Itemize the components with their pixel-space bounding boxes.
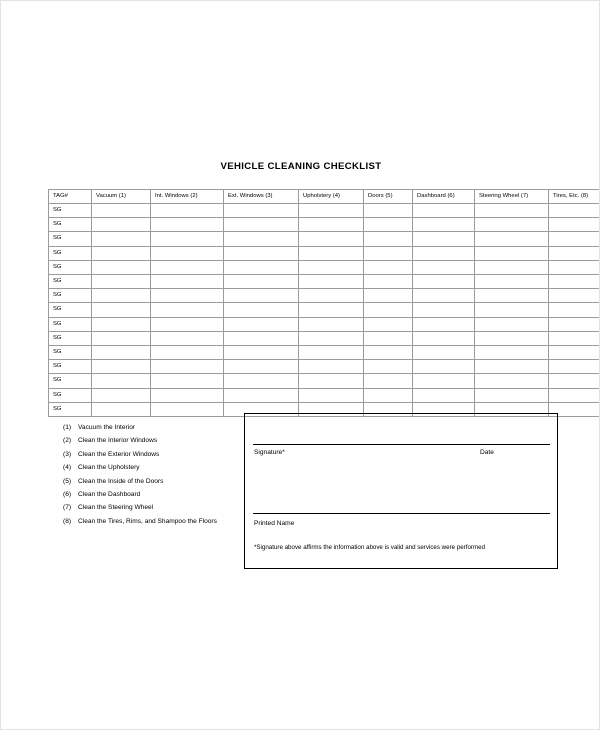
cell-steering-wheel[interactable]: [475, 388, 549, 402]
cell-vacuum[interactable]: [92, 402, 151, 416]
cell-steering-wheel[interactable]: [475, 303, 549, 317]
cell-tires[interactable]: [549, 204, 600, 218]
cell-vacuum[interactable]: [92, 246, 151, 260]
legend-item-label: Clean the Tires, Rims, and Shampoo the Floors: [78, 517, 217, 525]
cell-ext-windows[interactable]: [224, 204, 299, 218]
cell-dashboard[interactable]: [413, 346, 475, 360]
cell-doors[interactable]: [364, 289, 413, 303]
column-header-ext-windows: Ext. Windows (3): [224, 190, 299, 204]
column-header-tires: Tires, Etc. (8): [549, 190, 600, 204]
cell-tires[interactable]: [549, 360, 600, 374]
column-header-dashboard: Dashboard (6): [413, 190, 475, 204]
cell-doors[interactable]: [364, 260, 413, 274]
cell-upholstery[interactable]: [299, 275, 364, 289]
cell-ext-windows[interactable]: [224, 246, 299, 260]
cell-steering-wheel[interactable]: [475, 232, 549, 246]
cell-vacuum[interactable]: [92, 275, 151, 289]
cell-dashboard[interactable]: [413, 218, 475, 232]
legend-item: [63, 501, 243, 514]
cell-vacuum[interactable]: [92, 331, 151, 345]
table-row: [49, 204, 600, 218]
cell-steering-wheel[interactable]: [475, 204, 549, 218]
table-header: [49, 190, 600, 204]
cell-int-windows[interactable]: [151, 388, 224, 402]
legend-item-label: Clean the Exterior Windows: [78, 450, 160, 458]
legend-item: [63, 488, 243, 501]
table-row: [49, 303, 600, 317]
cell-doors[interactable]: [364, 346, 413, 360]
cell-vacuum[interactable]: [92, 260, 151, 274]
column-header-vacuum: Vacuum (1): [92, 190, 151, 204]
legend-item: [63, 461, 243, 474]
table-row: [49, 260, 600, 274]
cell-tag: SG: [49, 360, 92, 374]
cell-int-windows[interactable]: [151, 204, 224, 218]
date-label: Date: [480, 449, 494, 456]
cell-tires[interactable]: [549, 232, 600, 246]
cell-dashboard[interactable]: [413, 360, 475, 374]
legend-item-label: Clean the Interior Windows: [78, 437, 158, 445]
cell-upholstery[interactable]: [299, 331, 364, 345]
cell-upholstery[interactable]: [299, 303, 364, 317]
cell-ext-windows[interactable]: [224, 303, 299, 317]
cell-tag: SG: [49, 218, 92, 232]
cell-int-windows[interactable]: [151, 232, 224, 246]
cell-doors[interactable]: [364, 360, 413, 374]
cell-tires[interactable]: [549, 260, 600, 274]
cell-tires[interactable]: [549, 374, 600, 388]
cell-int-windows[interactable]: [151, 374, 224, 388]
cell-dashboard[interactable]: [413, 374, 475, 388]
cell-vacuum[interactable]: [92, 388, 151, 402]
cell-upholstery[interactable]: [299, 317, 364, 331]
cell-vacuum[interactable]: [92, 374, 151, 388]
cell-tag: SG: [49, 246, 92, 260]
cell-int-windows[interactable]: [151, 346, 224, 360]
cell-dashboard[interactable]: [413, 388, 475, 402]
cell-ext-windows[interactable]: [224, 388, 299, 402]
cell-dashboard[interactable]: [413, 260, 475, 274]
printed-name-line: [253, 513, 550, 514]
legend-item-number: (1): [63, 424, 72, 431]
cell-upholstery[interactable]: [299, 374, 364, 388]
cell-upholstery[interactable]: [299, 260, 364, 274]
cell-tag: SG: [49, 260, 92, 274]
cell-doors[interactable]: [364, 275, 413, 289]
cell-ext-windows[interactable]: [224, 289, 299, 303]
cell-steering-wheel[interactable]: [475, 260, 549, 274]
cell-doors[interactable]: [364, 246, 413, 260]
cell-doors[interactable]: [364, 218, 413, 232]
legend-item-label: Clean the Steering Wheel: [78, 504, 154, 512]
cell-steering-wheel[interactable]: [475, 275, 549, 289]
cell-int-windows[interactable]: [151, 246, 224, 260]
legend-item: [63, 475, 243, 488]
cell-vacuum[interactable]: [92, 317, 151, 331]
legend-item-label: Clean the Dashboard: [78, 491, 141, 499]
table-row: [49, 360, 600, 374]
cell-ext-windows[interactable]: [224, 360, 299, 374]
legend-item: [63, 515, 243, 528]
cell-steering-wheel[interactable]: [475, 346, 549, 360]
cell-upholstery[interactable]: [299, 388, 364, 402]
legend-item: [63, 448, 243, 461]
cell-doors[interactable]: [364, 388, 413, 402]
cell-int-windows[interactable]: [151, 303, 224, 317]
cell-tires[interactable]: [549, 388, 600, 402]
cell-dashboard[interactable]: [413, 303, 475, 317]
cell-vacuum[interactable]: [92, 346, 151, 360]
cell-steering-wheel[interactable]: [475, 246, 549, 260]
page-title: VEHICLE CLEANING CHECKLIST: [220, 161, 382, 172]
cell-int-windows[interactable]: [151, 289, 224, 303]
cell-doors[interactable]: [364, 204, 413, 218]
cell-upholstery[interactable]: [299, 232, 364, 246]
legend-item-label: Clean the Inside of the Doors: [78, 477, 164, 485]
cell-ext-windows[interactable]: [224, 317, 299, 331]
cell-upholstery[interactable]: [299, 289, 364, 303]
cell-doors[interactable]: [364, 374, 413, 388]
table-row: [49, 246, 600, 260]
cell-vacuum[interactable]: [92, 360, 151, 374]
legend-item-number: (2): [63, 437, 72, 445]
cell-vacuum[interactable]: [92, 232, 151, 246]
cell-tires[interactable]: [549, 303, 600, 317]
cell-dashboard[interactable]: [413, 331, 475, 345]
cell-vacuum[interactable]: [92, 218, 151, 232]
legend-item-number: (8): [63, 517, 72, 525]
table-row: [49, 317, 600, 331]
cell-tag: SG: [49, 388, 92, 402]
table-row: [49, 346, 600, 360]
cell-tag: SG: [49, 317, 92, 331]
table-header-row: [49, 190, 600, 204]
cell-ext-windows[interactable]: [224, 260, 299, 274]
cell-ext-windows[interactable]: [224, 275, 299, 289]
task-legend-list: [63, 421, 243, 528]
cell-tag: SG: [49, 275, 92, 289]
legend-item: [63, 421, 243, 434]
printed-name-label: Printed Name: [254, 520, 295, 527]
table-row: [49, 388, 600, 402]
legend-item-number: (3): [63, 450, 72, 458]
table-row: [49, 289, 600, 303]
cell-int-windows[interactable]: [151, 360, 224, 374]
cell-int-windows[interactable]: [151, 218, 224, 232]
cell-steering-wheel[interactable]: [475, 317, 549, 331]
legend-item-label: Clean the Upholstery: [78, 464, 140, 472]
cell-upholstery[interactable]: [299, 346, 364, 360]
checklist-table: [48, 189, 600, 417]
column-header-steering-wheel: Steering Wheel (7): [475, 190, 549, 204]
cell-tires[interactable]: [549, 331, 600, 345]
legend-item-number: (6): [63, 491, 72, 499]
cell-vacuum[interactable]: [92, 303, 151, 317]
legend-item: [63, 434, 243, 447]
cell-dashboard[interactable]: [413, 246, 475, 260]
cell-steering-wheel[interactable]: [475, 374, 549, 388]
cell-dashboard[interactable]: [413, 232, 475, 246]
cell-ext-windows[interactable]: [224, 218, 299, 232]
signature-block: [244, 413, 558, 569]
cell-int-windows[interactable]: [151, 260, 224, 274]
cell-upholstery[interactable]: [299, 218, 364, 232]
cell-tag: SG: [49, 204, 92, 218]
legend-item-number: (7): [63, 504, 72, 512]
column-header-upholstery: Upholstery (4): [299, 190, 364, 204]
table-row: [49, 275, 600, 289]
cell-tag: SG: [49, 331, 92, 345]
checklist-table-container: [48, 189, 589, 417]
cell-int-windows[interactable]: [151, 402, 224, 416]
cell-doors[interactable]: [364, 232, 413, 246]
table-row: [49, 374, 600, 388]
cell-tag: SG: [49, 374, 92, 388]
affirmation-text: *Signature above affirms the information above is valid and services were performed: [254, 544, 486, 551]
cell-doors[interactable]: [364, 317, 413, 331]
cell-tires[interactable]: [549, 246, 600, 260]
cell-dashboard[interactable]: [413, 289, 475, 303]
cell-tires[interactable]: [549, 289, 600, 303]
cell-ext-windows[interactable]: [224, 331, 299, 345]
column-header-doors: Doors (5): [364, 190, 413, 204]
cell-dashboard[interactable]: [413, 317, 475, 331]
cell-int-windows[interactable]: [151, 317, 224, 331]
table-row: [49, 232, 600, 246]
cell-ext-windows[interactable]: [224, 374, 299, 388]
cell-tag: SG: [49, 232, 92, 246]
signature-line: [253, 444, 550, 445]
cell-upholstery[interactable]: [299, 360, 364, 374]
cell-tag: SG: [49, 346, 92, 360]
cell-tag: SG: [49, 402, 92, 416]
table-row: [49, 331, 600, 345]
column-header-int-windows: Int. Windows (2): [151, 190, 224, 204]
cell-tag: SG: [49, 289, 92, 303]
cell-upholstery[interactable]: [299, 204, 364, 218]
cell-vacuum[interactable]: [92, 204, 151, 218]
signature-label: Signature*: [254, 449, 285, 456]
cell-tires[interactable]: [549, 317, 600, 331]
cell-steering-wheel[interactable]: [475, 331, 549, 345]
table-body: [49, 204, 600, 417]
cell-tag: SG: [49, 303, 92, 317]
cell-tires[interactable]: [549, 275, 600, 289]
cell-dashboard[interactable]: [413, 204, 475, 218]
cell-dashboard[interactable]: [413, 275, 475, 289]
cell-doors[interactable]: [364, 303, 413, 317]
column-header-tag: TAG#: [49, 190, 92, 204]
cell-int-windows[interactable]: [151, 331, 224, 345]
cell-int-windows[interactable]: [151, 275, 224, 289]
legend-item-label: Vacuum the Interior: [78, 424, 136, 431]
cell-ext-windows[interactable]: [224, 346, 299, 360]
table-row: [49, 218, 600, 232]
cell-tires[interactable]: [549, 346, 600, 360]
cell-steering-wheel[interactable]: [475, 289, 549, 303]
cell-upholstery[interactable]: [299, 246, 364, 260]
cell-vacuum[interactable]: [92, 289, 151, 303]
cell-doors[interactable]: [364, 331, 413, 345]
cell-steering-wheel[interactable]: [475, 218, 549, 232]
cell-steering-wheel[interactable]: [475, 360, 549, 374]
legend-item-number: (5): [63, 477, 72, 485]
cell-ext-windows[interactable]: [224, 232, 299, 246]
legend-item-number: (4): [63, 464, 72, 472]
cell-tires[interactable]: [549, 218, 600, 232]
